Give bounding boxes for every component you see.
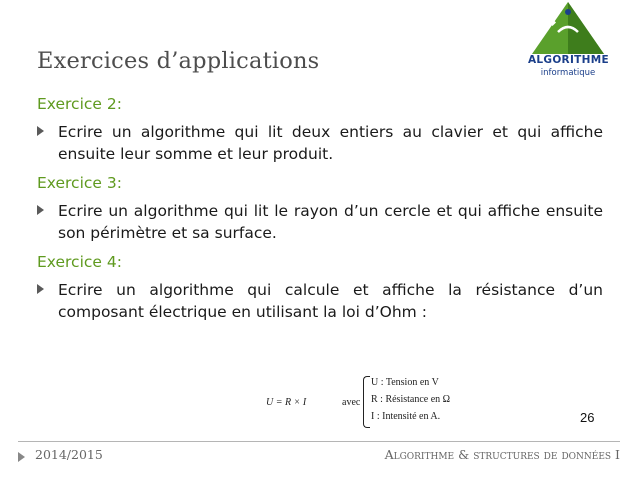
exercise-text: Ecrire un algorithme qui lit deux entiers au clavier et qui affiche ensuite leur somme et leur produit. (58, 123, 603, 163)
exercise-heading: Exercice 3: (37, 174, 122, 192)
logo-subtitle: informatique (540, 68, 596, 78)
formula-definition: I : Intensité en A. (371, 411, 441, 422)
formula-definition: R : Résistance en Ω (371, 394, 451, 405)
footer-divider (18, 441, 620, 442)
page-number: 26 (580, 410, 595, 425)
bullet-arrow-icon (37, 126, 44, 136)
exercise-list (37, 93, 603, 330)
logo-triangle-icon (528, 0, 608, 56)
logo-wordmark: ALGORITHME (528, 54, 609, 66)
exercise-text: Ecrire un algorithme qui calcule et affiche la résistance d’un composant électrique en utilisant la loi d’Ohm : (58, 281, 603, 321)
formula-definition: U : Tension en V (371, 377, 439, 388)
exercise-item (37, 279, 603, 323)
exercise-heading: Exercice 2: (37, 95, 122, 113)
exercise-text: Ecrire un algorithme qui lit le rayon d’un cercle et qui affiche ensuite son périmètre et sa surface. (58, 202, 603, 242)
bullet-arrow-icon (37, 205, 44, 215)
formula-avec: avec (342, 397, 361, 408)
exercise-heading: Exercice 4: (37, 253, 122, 271)
exercise-item (37, 200, 603, 244)
formula-main: U = R × I (266, 397, 307, 408)
footer-year: 2014/2015 (35, 447, 103, 462)
bullet-arrow-icon (37, 284, 44, 294)
footer-arrow-icon (18, 452, 25, 462)
exercise-item (37, 121, 603, 165)
ohm-formula (266, 375, 466, 431)
formula-brace (363, 376, 370, 428)
logo (528, 0, 608, 88)
slide-title: Exercices d’applications (37, 48, 320, 74)
footer-course: Algorithme & structures de données I (384, 447, 620, 462)
